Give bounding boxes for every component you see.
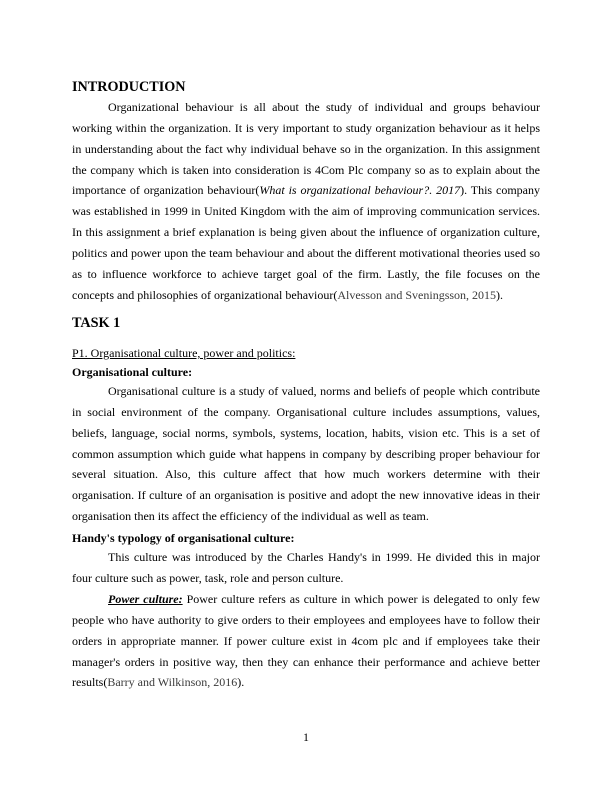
introduction-paragraph bbox=[72, 97, 540, 305]
power-culture-paragraph bbox=[72, 589, 540, 693]
intro-italic-reference: What is organizational behaviour?. 2017 bbox=[259, 183, 461, 198]
intro-text-1: Organizational behaviour is all about the study of individual and groups behaviour working within the organization. It is very important to study organization behaviour as it helps in understanding about the fact why individual behave so in the organization. In this assignment the company which is taken into consideration is 4Com Plc company so as to explain about the importance of organization behaviour( bbox=[72, 100, 540, 198]
org-culture-heading: Organisational culture: bbox=[72, 365, 193, 379]
org-culture-paragraph: Organisational culture is a study of valued, norms and beliefs of people which contribute in social environment of the company. Organisational culture includes assumptions, values, beliefs, language, social norms, symbols, systems, location, habits, vision etc. This is a set of common assumption which guide what happens in company by describing proper behaviour for several situation. Also, this culture affect that how much workers determine with their organisation. If culture of an organisation is positive and adopt the new innovative ideas in their organisation then its affect the efficiency of the individual as well as team. bbox=[72, 384, 540, 524]
task1-subheading: P1. Organisational culture, power and politics: bbox=[72, 346, 296, 360]
introduction-heading: INTRODUCTION bbox=[72, 79, 186, 95]
power-culture-term: Power culture: bbox=[108, 592, 183, 606]
intro-text-2: ). This company was established in 1999 in United Kingdom with the aim of improving communication services. In this assignment a brief explanation is being given about the influence of organization culture, politics and power upon the team behaviour and about the different motivational theories used so as to influence workforce to achieve target goal of the firm. Lastly, the file focuses on the concepts and philosophies of organizational behaviour( bbox=[72, 183, 540, 302]
task1-heading: TASK 1 bbox=[72, 315, 121, 331]
power-culture-text: Power culture refers as culture in which power is delegated to only few people who have authority to give orders to their employees and employees have to follow their orders in appropriate manner. If power culture exist in 4com plc and if employees take their manager's orders in positive way, then they can enhance their performance and achieve better results( bbox=[72, 592, 540, 690]
power-culture-citation: Barry and Wilkinson, 2016 bbox=[107, 675, 238, 690]
handy-heading: Handy's typology of organisational culture: bbox=[72, 531, 295, 545]
page-number: 1 bbox=[303, 730, 309, 744]
intro-end: ). bbox=[496, 287, 504, 302]
handy-paragraph: This culture was introduced by the Charles Handy's in 1999. He divided this in major four culture such as power, task, role and person culture. bbox=[72, 550, 540, 585]
intro-citation: Alvesson and Sveningsson, 2015 bbox=[337, 287, 497, 302]
power-culture-end: ). bbox=[237, 675, 245, 690]
